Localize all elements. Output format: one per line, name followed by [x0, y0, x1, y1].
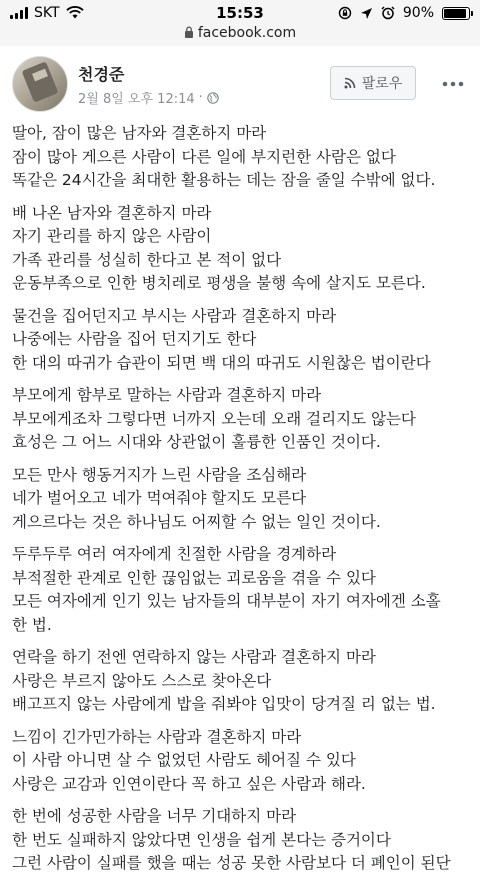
- post-text-line: 잠이 많아 게으른 사람이 다른 일에 부지런한 사람은 없다: [12, 147, 396, 166]
- browser-chrome: [0, 0, 480, 46]
- post-text-line: 나중에는 사람을 집어 던지기도 한다: [12, 330, 257, 348]
- rss-icon: [344, 77, 356, 89]
- post-text-line: 한 법.: [12, 615, 52, 634]
- status-time: 15:53: [216, 4, 264, 22]
- post-text-line: 물건을 집어던지고 부시는 사람과 결혼하지 마라: [12, 306, 337, 325]
- location-icon: [360, 7, 373, 20]
- post-text-line: 연락을 하기 전엔 연락하지 않는 사람과 결혼하지 마라: [12, 648, 376, 666]
- post-text-line: 똑같은 24시간을 최대한 활용하는 데는 잠을 줄일 수밖에 없다.: [12, 171, 436, 189]
- battery-icon: [442, 7, 470, 20]
- alarm-icon: [381, 6, 395, 20]
- lock-icon: [184, 26, 194, 38]
- post-text-line: 한 대의 따귀가 습관이 되면 백 대의 따귀도 시원찮은 법이란다: [12, 353, 431, 372]
- post-paragraph: [12, 305, 474, 376]
- post-text-line: 두루두루 여러 여자에게 친절한 사람을 경계하라: [12, 545, 337, 563]
- carrier-label: SKT: [34, 5, 60, 21]
- post-body: [12, 122, 474, 885]
- post-text-line: 부적절한 관계로 인한 끊임없는 괴로움을 겪을 수 있다: [12, 568, 376, 587]
- post-text-line: 그런 사람이 실패를 했을 때는 성공 못한 사람보다 더 폐인이 된단: [12, 854, 451, 872]
- avatar[interactable]: [12, 56, 68, 112]
- post-paragraph: [12, 464, 474, 535]
- rotation-lock-icon: [338, 6, 352, 20]
- url-bar[interactable]: [0, 25, 480, 41]
- post-paragraph: [12, 202, 474, 296]
- post-text-line: 딸아, 잠이 많은 남자와 결혼하지 마라: [12, 124, 267, 142]
- post-text-line: 부모에게조차 그렇다면 너까지 오는데 오래 걸리지도 않는다: [12, 409, 416, 428]
- post-text-line: 모든 만사 행동거지가 느린 사람을 조심해라: [12, 465, 307, 484]
- post-text-line: 부모에게 함부로 말하는 사람과 결혼하지 마라: [12, 386, 322, 404]
- follow-label: 팔로우: [361, 76, 403, 92]
- post-header: [0, 46, 480, 124]
- post-text-line: 가족 관리를 성실히 한다고 본 적이 없다: [12, 250, 282, 269]
- post-text-line: 배고프지 않는 사람에게 밥을 줘봐야 입맛이 당겨질 리 없는 법.: [12, 695, 436, 713]
- meta-separator: ·: [198, 90, 203, 105]
- post-text-line: 사랑은 부르지 않아도 스스로 찾아온다: [12, 671, 272, 690]
- author-name[interactable]: 천경준: [78, 65, 125, 84]
- follow-button[interactable]: [330, 66, 416, 100]
- post-paragraph: [12, 543, 474, 637]
- status-bar: [0, 0, 480, 26]
- post-text-line: 사랑은 교감과 인연이란다 꼭 하고 싶은 사람과 해라.: [12, 774, 366, 793]
- post-timestamp[interactable]: 2월 8일 오후 12:14: [78, 92, 195, 107]
- post-text-line: 느낌이 긴가민가하는 사람과 결혼하지 마라: [12, 727, 302, 746]
- post-text-line: 게으르다는 것은 하나님도 어찌할 수 없는 일인 것이다.: [12, 512, 381, 531]
- url-text: facebook.com: [197, 25, 297, 41]
- post-text-line: 효성은 그 어느 시대와 상관없이 훌륭한 인품인 것이다.: [12, 433, 381, 451]
- post-paragraph: [12, 384, 474, 455]
- post-text-line: 배 나온 남자와 결혼하지 마라: [12, 203, 212, 222]
- globe-icon: [207, 92, 219, 104]
- post-paragraph: [12, 805, 474, 876]
- post-paragraph: [12, 726, 474, 797]
- post-text-line: 모든 여자에게 인기 있는 남자들의 대부분이 자기 여자에겐 소홀: [12, 592, 441, 610]
- post-text-line: 한 번도 실패하지 않았다면 인생을 쉽게 본다는 증거이다: [12, 830, 391, 849]
- more-options-icon[interactable]: [440, 74, 466, 94]
- post-paragraph: [12, 646, 474, 717]
- post-meta: [78, 88, 219, 107]
- post-text-line: 네가 벌어오고 네가 먹여줘야 할지도 모른다: [12, 489, 307, 507]
- post-paragraph: [12, 122, 474, 193]
- post-text-line: 이 사람 아니면 살 수 없었던 사람도 헤어질 수 있다: [12, 751, 356, 769]
- battery-percent: 90%: [402, 5, 434, 21]
- post-text-line: 운동부족으로 인한 병치레로 평생을 불행 속에 살지도 모른다.: [12, 274, 426, 292]
- post-text-line: 한 번에 성공한 사람을 너무 기대하지 마라: [12, 807, 297, 825]
- post-text-line: 자기 관리를 하지 않은 사람이: [12, 227, 212, 245]
